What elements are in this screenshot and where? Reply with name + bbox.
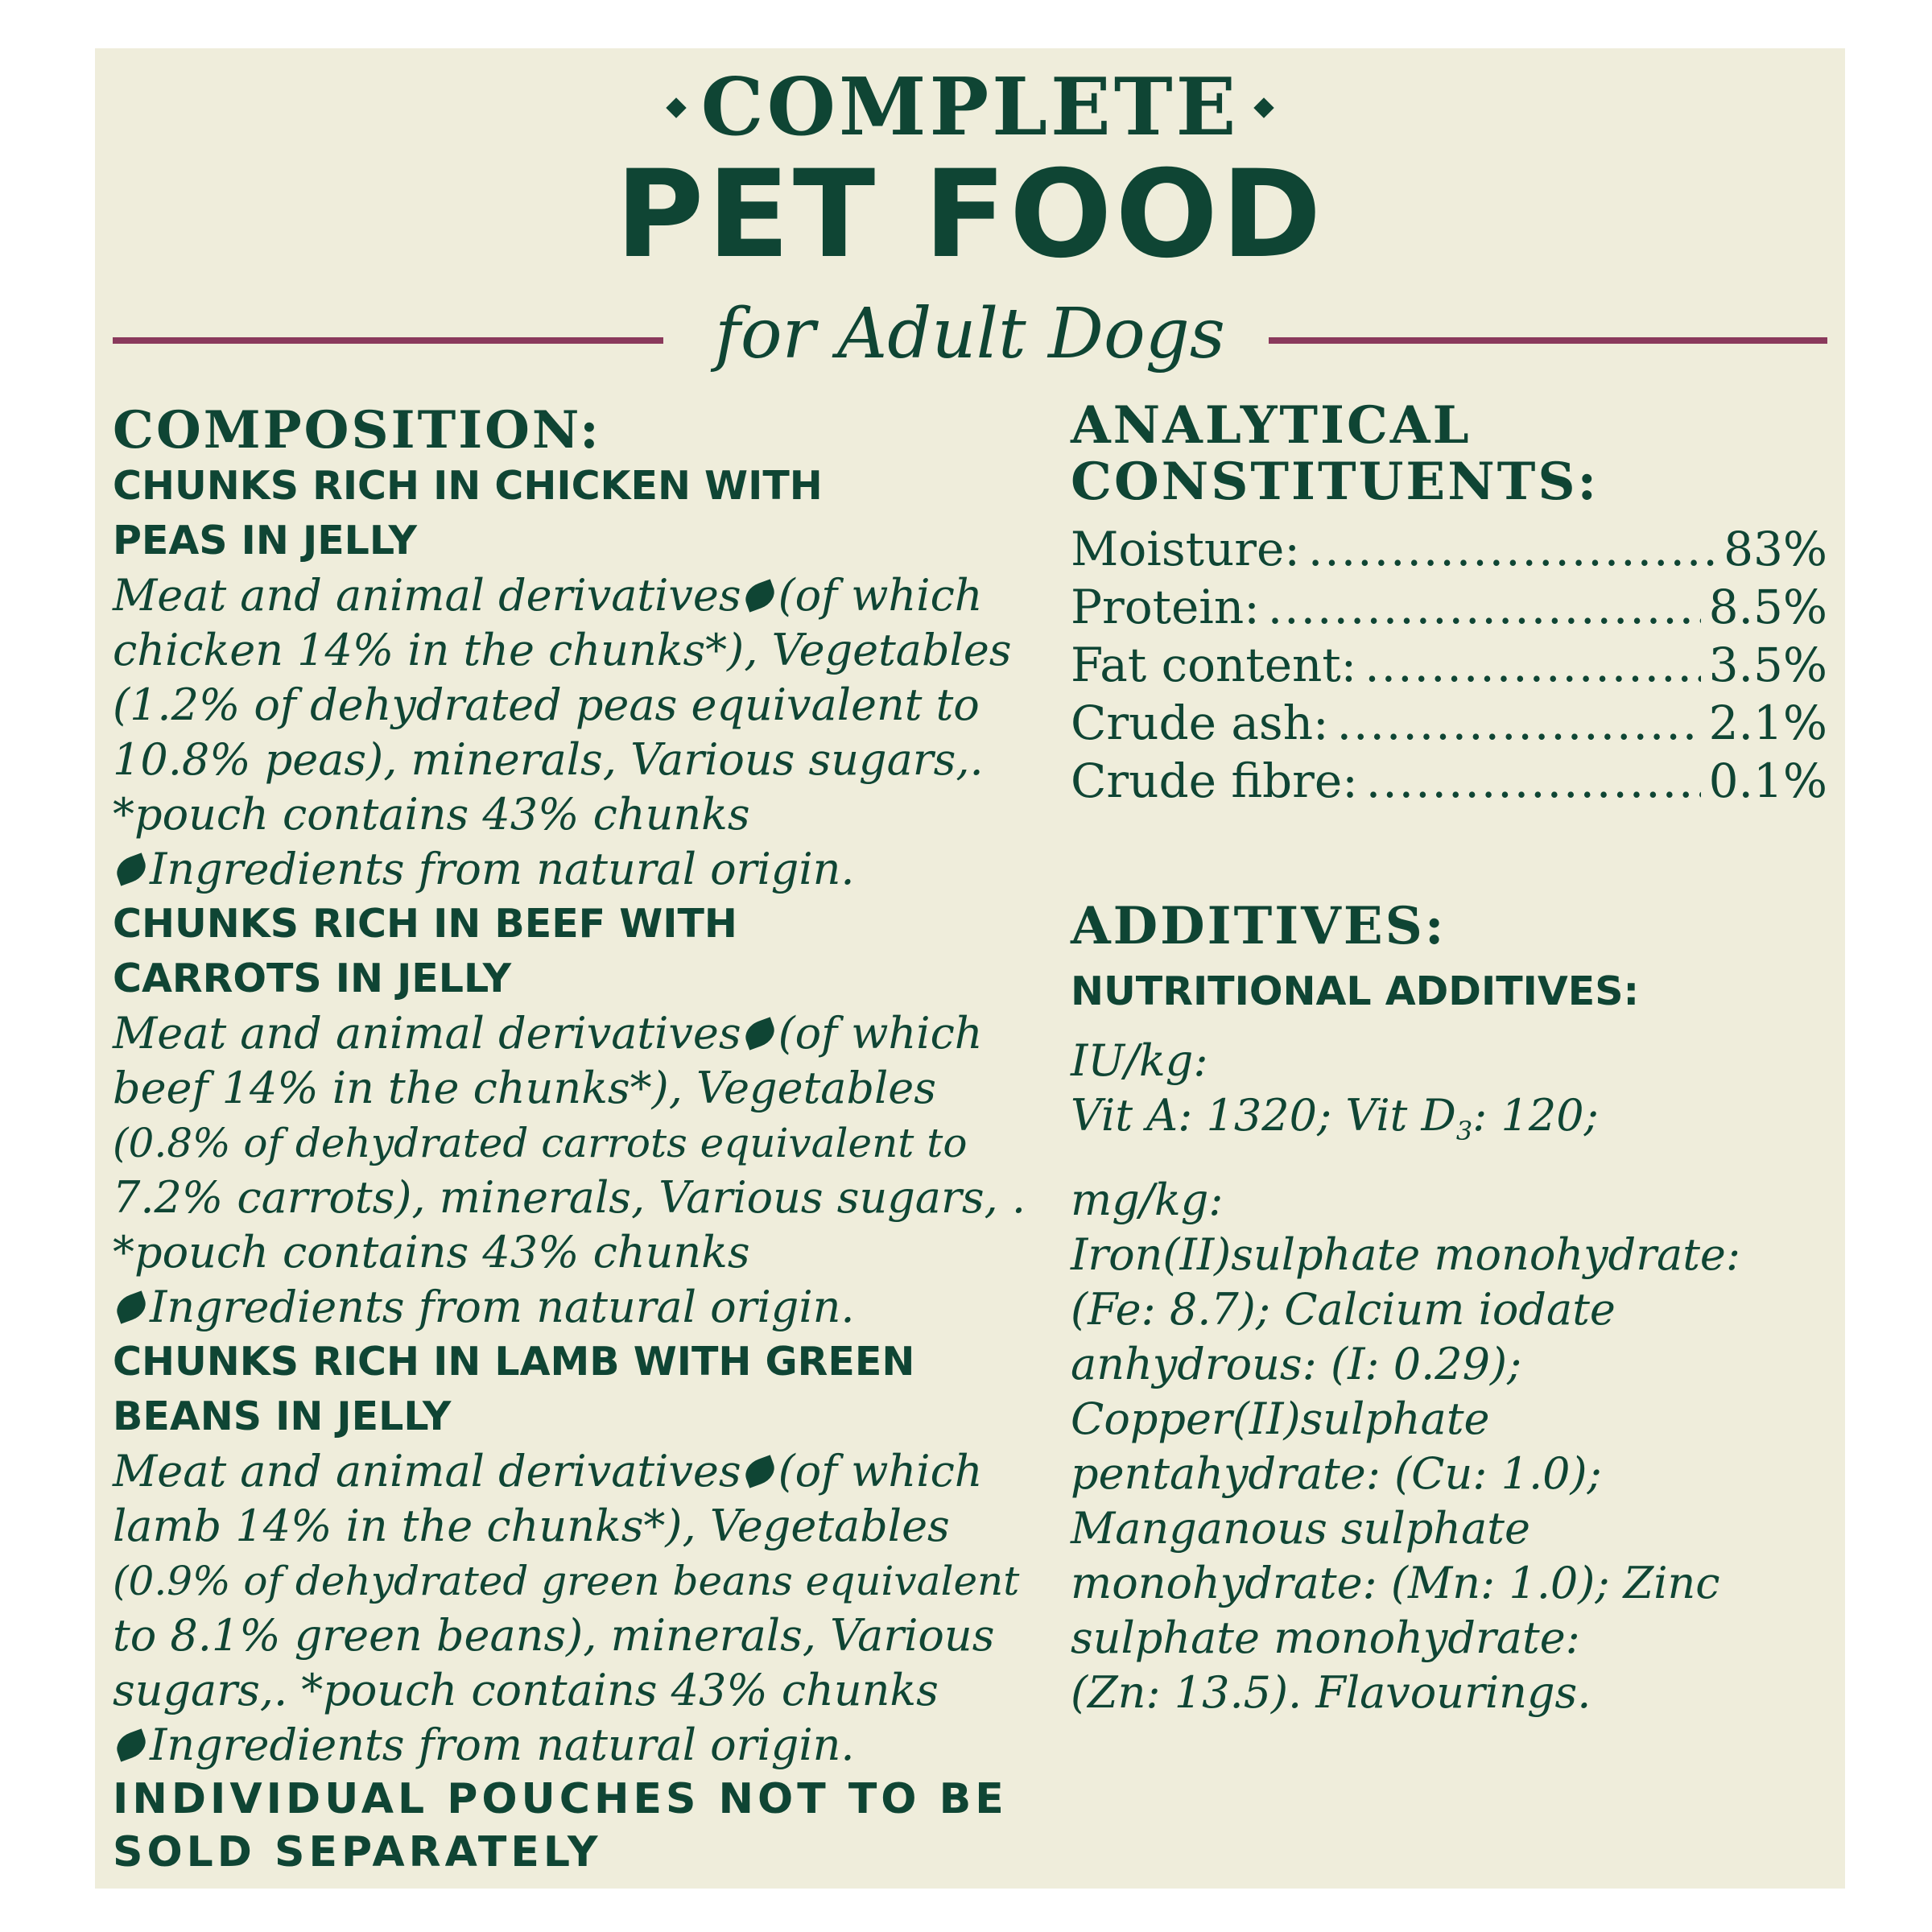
divider-rule-right — [1269, 337, 1827, 344]
additive-line: sulphate monohydrate: — [1071, 1612, 1580, 1663]
analytical-row: Protein: ..... 8.5% — [1071, 578, 1827, 636]
additive-line: Iron(II)sulphate monohydrate: — [1071, 1228, 1741, 1280]
nutritional-additives-heading: NUTRITIONAL ADDITIVES: — [1071, 968, 1640, 1014]
additive-line: anhydrous: (I: 0.29); — [1071, 1338, 1522, 1389]
warning-text: INDIVIDUAL POUCHES NOT TO BE — [113, 1775, 1008, 1823]
additive-line: Manganous sulphate — [1071, 1502, 1530, 1554]
leaf-icon — [113, 852, 150, 886]
analytical-row: Crude fibre: ..... 0.1% — [1071, 752, 1827, 810]
ingredient-line: 7.2% carrots), minerals, Various sugars, . — [113, 1172, 1026, 1223]
product-title: PEAS IN JELLY — [113, 518, 417, 564]
product-title: CHUNKS RICH IN CHICKEN WITH — [113, 463, 823, 509]
ingredient-line: (0.8% of dehydrated carrots equivalent to — [113, 1120, 968, 1166]
ingredient-line: (1.2% of dehydrated peas equivalent to — [113, 679, 980, 730]
leaf-icon — [113, 1728, 150, 1761]
additives-heading: ADDITIVES: — [1071, 896, 1447, 956]
diamond-icon — [1254, 97, 1274, 118]
composition-heading: COMPOSITION: — [113, 400, 601, 460]
ingredient-line: Meat and animal derivatives (of which — [113, 1446, 983, 1496]
analytical-table — [1071, 520, 1827, 810]
analytical-row: Crude ash: ..... 2.1% — [1071, 694, 1827, 752]
additive-line: pentahydrate: (Cu: 1.0); — [1071, 1447, 1602, 1499]
ingredient-line: *pouch contains 43% chunks — [113, 1227, 750, 1278]
ingredient-line: Meat and animal derivatives (of which — [113, 1008, 983, 1059]
ingredient-line: sugars,. *pouch contains 43% chunks — [113, 1665, 939, 1715]
ingredient-line: chicken 14% in the chunks*), Vegetables — [113, 625, 1012, 675]
leaf-icon — [741, 579, 778, 612]
product-chicken — [113, 459, 1119, 897]
leaf-icon — [113, 1290, 150, 1323]
product-title: CHUNKS RICH IN BEEF WITH — [113, 901, 737, 947]
label-panel — [95, 48, 1845, 1889]
title-complete: COMPLETE — [95, 60, 1845, 156]
analytical-row: Fat content: ..... 3.5% — [1071, 636, 1827, 694]
leaf-icon — [741, 1455, 778, 1488]
ingredient-line: (0.9% of dehydrated green beans equivalent — [113, 1558, 1020, 1604]
leaf-icon — [741, 1017, 778, 1050]
additive-line: monohydrate: (Mn: 1.0); Zinc — [1071, 1557, 1720, 1608]
ingredient-line: lamb 14% in the chunks*), Vegetables — [113, 1501, 950, 1551]
natural-origin-note: Ingredients from natural origin. — [113, 842, 1119, 897]
analytical-row: Moisture: ..... 83% — [1071, 520, 1827, 578]
additive-line: (Fe: 8.7); Calcium iodate — [1071, 1283, 1616, 1335]
iu-label: IU/kg: — [1071, 1035, 1208, 1086]
ingredient-line: Meat and animal derivatives (of which — [113, 570, 983, 621]
additive-line: Copper(II)sulphate — [1071, 1393, 1490, 1444]
product-beef — [113, 897, 1119, 1335]
product-title: CARROTS IN JELLY — [113, 956, 512, 1001]
diamond-icon — [666, 97, 686, 118]
product-title: BEANS IN JELLY — [113, 1393, 452, 1439]
additive-line: (Zn: 13.5). Flavourings. — [1071, 1666, 1591, 1718]
composition-section — [113, 402, 1119, 1879]
product-title: CHUNKS RICH IN LAMB WITH GREEN — [113, 1339, 915, 1385]
warning-text: SOLD SEPARATELY — [113, 1828, 602, 1876]
ingredient-line: *pouch contains 43% chunks — [113, 789, 750, 840]
ingredient-line: to 8.1% green beans), minerals, Various — [113, 1610, 995, 1661]
vitamins-line: Vit A: 1320; Vit $D_3$: 120; — [1071, 1090, 1599, 1146]
analytical-heading: ANALYTICAL — [1071, 395, 1472, 456]
right-column — [1071, 395, 1827, 1720]
ingredient-line: beef 14% in the chunks*), Vegetables — [113, 1063, 936, 1113]
natural-origin-note: Ingredients from natural origin. — [113, 1280, 1119, 1335]
natural-origin-note: Ingredients from natural origin. — [113, 1718, 1119, 1773]
mg-label: mg/kg: — [1071, 1174, 1224, 1225]
title-pet-food: PET FOOD — [615, 145, 1325, 285]
analytical-heading: CONSTITUENTS: — [1071, 452, 1600, 512]
ingredient-line: 10.8% peas), minerals, Various sugars,. — [113, 734, 984, 785]
product-lamb — [113, 1335, 1119, 1773]
subtitle: for Adult Dogs — [715, 294, 1225, 374]
